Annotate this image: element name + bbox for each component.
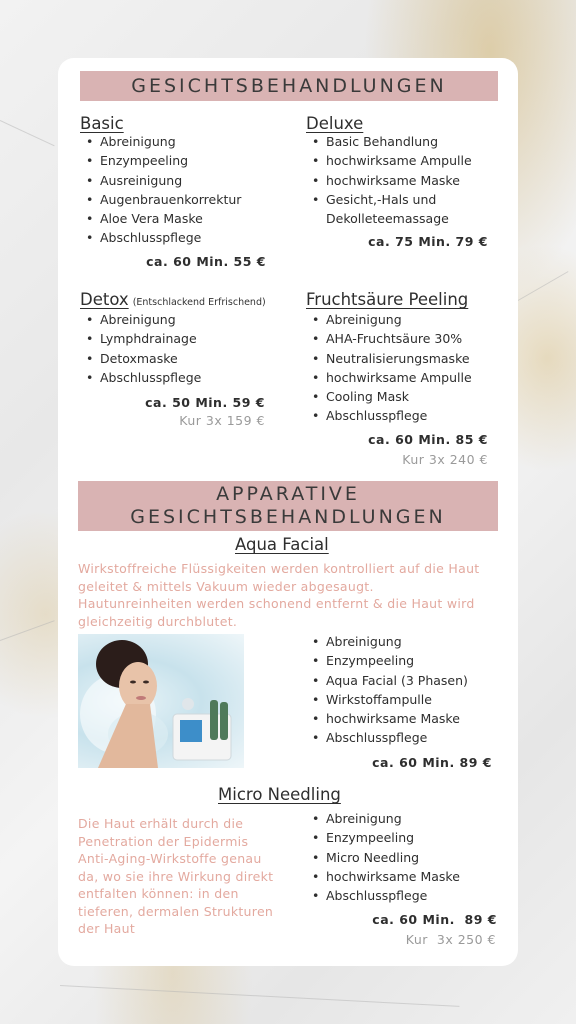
- list-item: • Micro Needling: [306, 848, 460, 867]
- list-item: • Enzympeeling: [80, 151, 241, 170]
- list-item: • Lymphdrainage: [80, 329, 201, 348]
- basic-title: Basic: [80, 114, 124, 133]
- list-item: Dekolleteemassage: [326, 211, 449, 227]
- list-item: • Abschlusspflege: [80, 368, 201, 387]
- list-item: • Neutralisierungsmaske: [306, 349, 472, 368]
- list-item: • Aqua Facial (3 Phasen): [306, 671, 468, 690]
- banner-gesichtsbehandlungen: [80, 71, 498, 101]
- frucht-list: [306, 310, 472, 426]
- deluxe-list: [306, 132, 472, 228]
- list-item: • Enzympeeling: [306, 828, 460, 847]
- list-item: • hochwirksame Maske: [306, 867, 460, 886]
- banner-apparative: [78, 481, 498, 531]
- micro-title: Micro Needling: [218, 785, 341, 804]
- list-item: • Wirkstoffampulle: [306, 690, 468, 709]
- detox-list: [80, 310, 201, 387]
- list-item: • Abreinigung: [306, 310, 472, 329]
- list-item: • hochwirksame Maske: [306, 171, 472, 190]
- aqua-title: Aqua Facial: [235, 535, 329, 554]
- deluxe-title: Deluxe: [306, 114, 364, 133]
- list-item: • Abschlusspflege: [306, 886, 460, 905]
- aqua-description: Wirkstoffreiche Flüssigkeiten werden kontrolliert auf die Haut geleitet & mittels Vakuum wieder abgesaugt. Hautunreinheiten werden schonend entfernt & die Haut wird gleichzeitig durchblutet.: [78, 561, 480, 629]
- marble-vein: [0, 120, 55, 146]
- detox-subtitle: (Entschlackend Erfrischend): [132, 297, 266, 308]
- aqua-price: ca. 60 Min. 89 €: [372, 755, 492, 770]
- list-item: • hochwirksame Ampulle: [306, 151, 472, 170]
- list-item: • Abreinigung: [306, 809, 460, 828]
- detox-title: [80, 290, 266, 309]
- list-item: • Basic Behandlung: [306, 132, 472, 151]
- list-item: • Abreinigung: [80, 310, 201, 329]
- micro-description: Die Haut erhält durch die Penetration der Epidermis Anti-Aging-Wirkstoffe genau da, wo sie ihre Wirkung direkt entfalten können: in den tieferen, dermalen Strukturen der Haut: [78, 816, 274, 936]
- list-item: • Detoxmaske: [80, 349, 201, 368]
- list-item: • Enzympeeling: [306, 651, 468, 670]
- woman-device-illustration: [78, 634, 244, 768]
- detox-price: ca. 50 Min. 59 €: [145, 395, 265, 410]
- basic-list: [80, 132, 241, 248]
- list-item: • Gesicht,-Hals und: [306, 190, 472, 209]
- list-item: • Augenbrauenkorrektur: [80, 190, 241, 209]
- marble-vein: [60, 985, 460, 1007]
- marble-vein: [518, 271, 569, 301]
- detox-title-text: Detox: [80, 290, 129, 309]
- banner-title: GESICHTSBEHANDLUNGEN: [131, 75, 447, 97]
- list-item: • Abschlusspflege: [306, 406, 472, 425]
- banner-line1: APPARATIVE: [216, 483, 360, 505]
- list-item: • Ausreinigung: [80, 171, 241, 190]
- list-item: • Abschlusspflege: [80, 228, 241, 247]
- list-item: • Cooling Mask: [306, 387, 472, 406]
- micro-kur: Kur 3x 250 €: [405, 932, 496, 947]
- frucht-title: Fruchtsäure Peeling: [306, 290, 469, 309]
- banner-line2: GESICHTSBEHANDLUNGEN: [130, 506, 446, 528]
- list-item: • Abschlusspflege: [306, 728, 468, 747]
- list-item: • Abreinigung: [306, 632, 468, 651]
- micro-price: ca. 60 Min. 89 €: [372, 912, 497, 927]
- micro-list: [306, 809, 460, 905]
- list-item: • Abreinigung: [80, 132, 241, 151]
- detox-kur: Kur 3x 159 €: [179, 413, 265, 428]
- frucht-kur: Kur 3x 240 €: [402, 452, 488, 467]
- list-item: • hochwirksame Ampulle: [306, 368, 472, 387]
- aqua-facial-photo: [78, 634, 244, 768]
- deluxe-price: ca. 75 Min. 79 €: [368, 234, 488, 249]
- marble-vein: [0, 620, 55, 641]
- list-item: • hochwirksame Maske: [306, 709, 468, 728]
- frucht-price: ca. 60 Min. 85 €: [368, 432, 488, 447]
- list-item: • Aloe Vera Maske: [80, 209, 241, 228]
- basic-price: ca. 60 Min. 55 €: [146, 254, 266, 269]
- aqua-list: [306, 632, 468, 748]
- list-item: • AHA-Fruchtsäure 30%: [306, 329, 472, 348]
